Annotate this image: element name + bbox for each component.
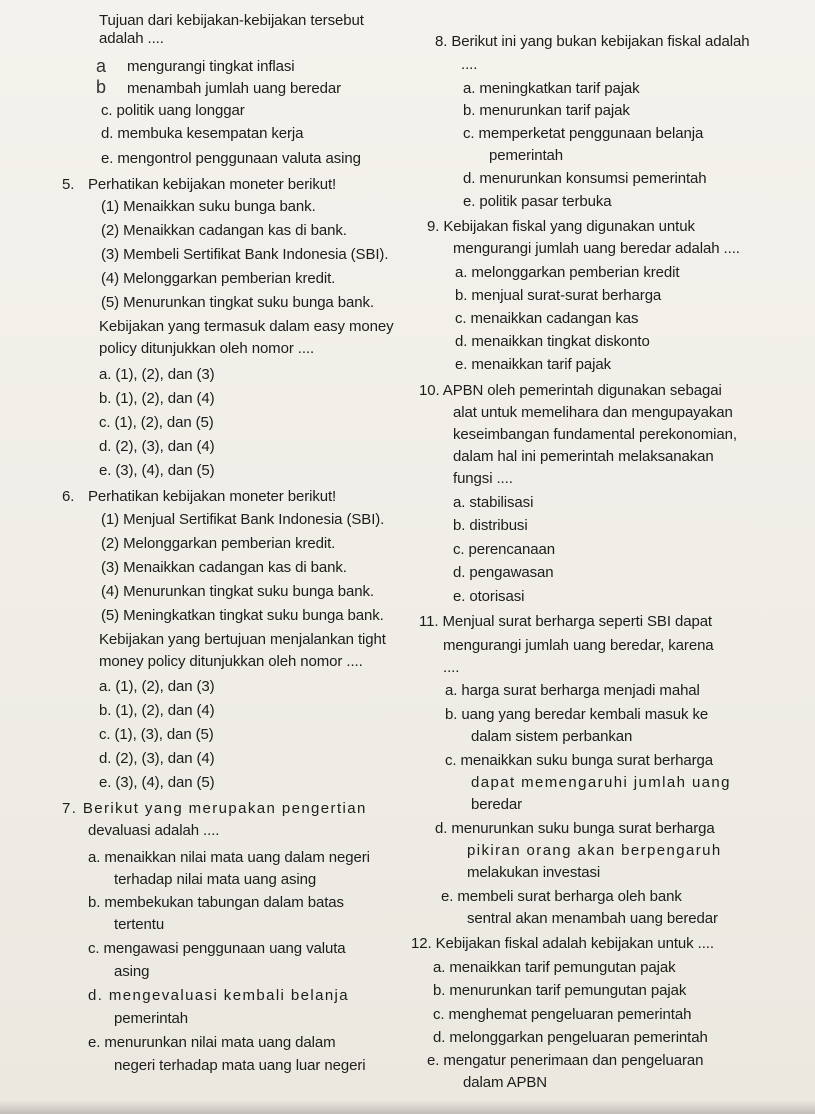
- q7-option-c[interactable]: c. mengawasi penggunaan uang valuta: [88, 940, 346, 957]
- q8-option-e[interactable]: e. politik pasar terbuka: [463, 193, 612, 210]
- q7-option-d-cont: pemerintah: [114, 1010, 189, 1027]
- q4-option-a[interactable]: mengurangi tingkat inflasi: [127, 58, 295, 75]
- q7-option-c-cont: asing: [114, 963, 150, 980]
- q11-stem: ....: [443, 659, 460, 676]
- q11-stem: mengurangi jumlah uang beredar, karena: [443, 637, 714, 654]
- q10-option-b[interactable]: b. distribusi: [453, 517, 528, 534]
- q12-option-b[interactable]: b. menurunkan tarif pemungutan pajak: [433, 982, 687, 999]
- q5-item: (3) Membeli Sertifikat Bank Indonesia (SBI).: [101, 246, 389, 263]
- q5-option-e[interactable]: e. (3), (4), dan (5): [99, 462, 215, 479]
- q6-option-a[interactable]: a. (1), (2), dan (3): [99, 678, 215, 695]
- q5-question: Kebijakan yang termasuk dalam easy money: [99, 318, 394, 335]
- q11-option-d[interactable]: d. menurunkan suku bunga surat berharga: [435, 820, 715, 837]
- q6-option-d[interactable]: d. (2), (3), dan (4): [99, 750, 215, 767]
- q7-option-e[interactable]: e. menurunkan nilai mata uang dalam: [88, 1034, 336, 1051]
- q12-option-e-cont: dalam APBN: [463, 1074, 548, 1091]
- q8-option-c[interactable]: c. memperketat penggunaan belanja: [463, 125, 704, 142]
- q8-option-a[interactable]: a. meningkatkan tarif pajak: [463, 80, 640, 97]
- q8-option-c-cont: pemerintah: [489, 147, 564, 164]
- q6-option-b[interactable]: b. (1), (2), dan (4): [99, 702, 215, 719]
- q12-option-c[interactable]: c. menghemat pengeluaran pemerintah: [433, 1006, 692, 1023]
- q10-option-e[interactable]: e. otorisasi: [453, 588, 525, 605]
- q9-option-d[interactable]: d. menaikkan tingkat diskonto: [455, 333, 650, 350]
- q7-option-d[interactable]: d. mengevaluasi kembali belanja: [88, 987, 350, 1004]
- q9-stem: 9. Kebijakan fiskal yang digunakan untuk: [427, 218, 695, 235]
- q6-item: (1) Menjual Sertifikat Bank Indonesia (SBI).: [101, 511, 385, 528]
- q5-option-b[interactable]: b. (1), (2), dan (4): [99, 390, 215, 407]
- q10-stem: alat untuk memelihara dan mengupayakan: [453, 404, 733, 421]
- q5-stem: Perhatikan kebijakan moneter berikut!: [88, 176, 337, 193]
- q9-option-e[interactable]: e. menaikkan tarif pajak: [455, 356, 612, 373]
- q11-option-c-cont: beredar: [471, 796, 523, 813]
- q6-number: 6.: [62, 488, 75, 505]
- q11-option-b[interactable]: b. uang yang beredar kembali masuk ke: [445, 706, 709, 723]
- q7-stem: 7. Berikut yang merupakan pengertian: [62, 800, 367, 817]
- q12-option-a[interactable]: a. menaikkan tarif pemungutan pajak: [433, 959, 676, 976]
- q6-item: (4) Menurunkan tingkat suku bunga bank.: [101, 583, 374, 600]
- q8-option-b[interactable]: b. menurunkan tarif pajak: [463, 102, 630, 119]
- q6-option-c[interactable]: c. (1), (3), dan (5): [99, 726, 214, 743]
- q8-stem: 8. Berikut ini yang bukan kebijakan fiskal adalah: [435, 33, 750, 50]
- q5-question: policy ditunjukkan oleh nomor ....: [99, 340, 315, 357]
- q5-number: 5.: [62, 176, 75, 193]
- q10-option-c[interactable]: c. perencanaan: [453, 541, 556, 558]
- q6-stem: Perhatikan kebijakan moneter berikut!: [88, 488, 337, 505]
- q12-stem: 12. Kebijakan fiskal adalah kebijakan untuk ....: [411, 935, 714, 952]
- q7-option-e-cont: negeri terhadap mata uang luar negeri: [114, 1057, 366, 1074]
- q6-question: Kebijakan yang bertujuan menjalankan tight: [99, 631, 386, 648]
- q9-option-a[interactable]: a. melonggarkan pemberian kredit: [455, 264, 680, 281]
- q11-option-c-cont: dapat memengaruhi jumlah uang: [471, 774, 731, 791]
- q10-option-d[interactable]: d. pengawasan: [453, 564, 554, 581]
- q9-option-c[interactable]: c. menaikkan cadangan kas: [455, 310, 639, 327]
- q7-option-a-cont: terhadap nilai mata uang asing: [114, 871, 317, 888]
- q6-question: money policy ditunjukkan oleh nomor ....: [99, 653, 363, 670]
- page-bottom-shadow: [0, 1100, 815, 1114]
- q10-stem: dalam hal ini pemerintah melaksanakan: [453, 448, 714, 465]
- q9-option-b[interactable]: b. menjual surat-surat berharga: [455, 287, 662, 304]
- q10-stem: fungsi ....: [453, 470, 513, 487]
- q6-item: (2) Melonggarkan pemberian kredit.: [101, 535, 336, 552]
- q5-item: (2) Menaikkan cadangan kas di bank.: [101, 222, 347, 239]
- q5-option-a[interactable]: a. (1), (2), dan (3): [99, 366, 215, 383]
- q6-item: (3) Menaikkan cadangan kas di bank.: [101, 559, 347, 576]
- q11-option-d-cont: pikiran orang akan berpengaruh: [467, 842, 722, 859]
- q5-item: (4) Melonggarkan pemberian kredit.: [101, 270, 336, 287]
- q4-stem-line: Tujuan dari kebijakan-kebijakan tersebut: [99, 12, 364, 29]
- q4-stem-line: adalah ....: [99, 30, 164, 47]
- q11-option-e[interactable]: e. membeli surat berharga oleh bank: [441, 888, 682, 905]
- q4-option-c[interactable]: c. politik uang longgar: [101, 102, 245, 119]
- q5-item: (1) Menaikkan suku bunga bank.: [101, 198, 316, 215]
- q12-option-d[interactable]: d. melonggarkan pengeluaran pemerintah: [433, 1029, 708, 1046]
- q8-stem: ....: [461, 56, 478, 73]
- q10-option-a[interactable]: a. stabilisasi: [453, 494, 534, 511]
- q11-option-a[interactable]: a. harga surat berharga menjadi mahal: [445, 682, 700, 699]
- handwritten-check-mark: a: [96, 56, 107, 76]
- q10-stem: 10. APBN oleh pemerintah digunakan sebagai: [419, 382, 722, 399]
- q7-option-a[interactable]: a. menaikkan nilai mata uang dalam negeri: [88, 849, 370, 866]
- q5-item: (5) Menurunkan tingkat suku bunga bank.: [101, 294, 374, 311]
- q11-stem: 11. Menjual surat berharga seperti SBI dapat: [419, 613, 713, 630]
- handwritten-check-mark: b: [96, 77, 107, 97]
- q4-option-d[interactable]: d. membuka kesempatan kerja: [101, 125, 304, 142]
- q11-option-c[interactable]: c. menaikkan suku bunga surat berharga: [445, 752, 714, 769]
- q7-option-b[interactable]: b. membekukan tabungan dalam batas: [88, 894, 344, 911]
- q12-option-e[interactable]: e. mengatur penerimaan dan pengeluaran: [427, 1052, 704, 1069]
- q10-stem: keseimbangan fundamental perekonomian,: [453, 426, 737, 443]
- q5-option-c[interactable]: c. (1), (2), dan (5): [99, 414, 214, 431]
- q9-stem: mengurangi jumlah uang beredar adalah ....: [453, 240, 740, 257]
- q11-option-e-cont: sentral akan menambah uang beredar: [467, 910, 718, 927]
- q11-option-b-cont: dalam sistem perbankan: [471, 728, 633, 745]
- q7-stem: devaluasi adalah ....: [88, 822, 220, 839]
- q6-option-e[interactable]: e. (3), (4), dan (5): [99, 774, 215, 791]
- q8-option-d[interactable]: d. menurunkan konsumsi pemerintah: [463, 170, 707, 187]
- q11-option-d-cont: melakukan investasi: [467, 864, 601, 881]
- q5-option-d[interactable]: d. (2), (3), dan (4): [99, 438, 215, 455]
- q6-item: (5) Meningkatkan tingkat suku bunga bank.: [101, 607, 384, 624]
- q4-option-b[interactable]: menambah jumlah uang beredar: [127, 80, 342, 97]
- q7-option-b-cont: tertentu: [114, 916, 165, 933]
- q4-option-e[interactable]: e. mengontrol penggunaan valuta asing: [101, 150, 361, 167]
